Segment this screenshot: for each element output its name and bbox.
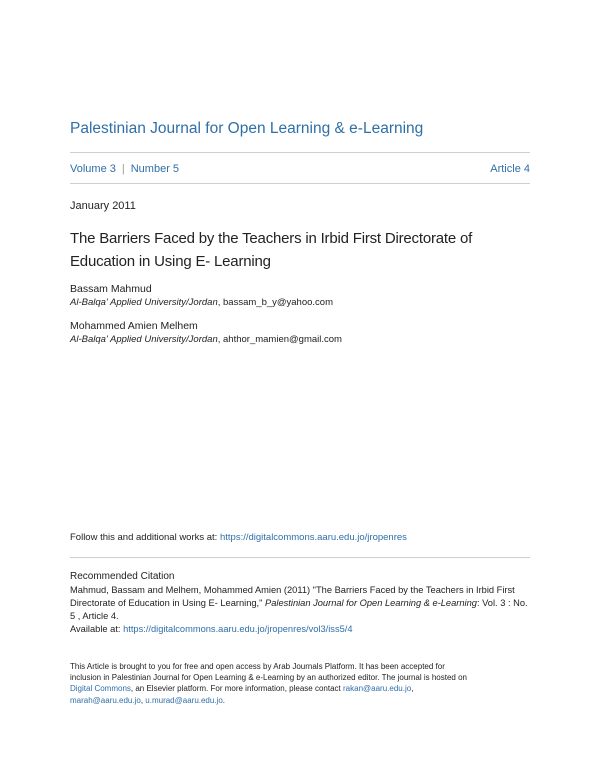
- contact-email-link[interactable]: u.murad@aaru.edu.jo: [145, 695, 223, 705]
- footer-text: This Article is brought to you for free and open access by Arab Journals Platform. It has been accepted for inclusion in Palestinian Journal for Open Learning & e-Learning by an authorized editor. The journal is hosted on: [70, 662, 467, 683]
- digital-commons-link[interactable]: Digital Commons: [70, 684, 131, 694]
- article-link[interactable]: Article 4: [490, 163, 530, 175]
- citation-authors: Mahmud, Bassam and Melhem, Mohammed Amien (2011) "The Barriers Faced by the Teachers in Irbid First Directorate of Education in Using E- Learning,": [70, 585, 515, 608]
- volume-link[interactable]: Volume 3: [70, 163, 116, 175]
- available-label: Available at:: [70, 624, 121, 634]
- issue-divider: [70, 183, 530, 184]
- citation-heading: Recommended Citation: [70, 571, 175, 582]
- author-name: Bassam Mahmud: [70, 283, 152, 295]
- author-affiliation: Al-Balqa' Applied University/Jordan, bassam_b_y@yahoo.com: [70, 297, 333, 308]
- citation-volume: : Vol. 3 : No. 5 , Article 4.: [70, 598, 528, 621]
- follow-text: Follow this and additional works at:: [70, 532, 218, 543]
- issue-info: [70, 163, 530, 175]
- follow-line: [70, 532, 407, 543]
- contact-email-link[interactable]: marah@aaru.edu.jo: [70, 695, 141, 705]
- author-email: bassam_b_y@yahoo.com: [223, 297, 333, 308]
- publication-date: January 2011: [70, 200, 136, 212]
- citation-journal: Palestinian Journal for Open Learning & e-Learning: [265, 598, 477, 608]
- author-institution: Al-Balqa' Applied University/Jordan: [70, 297, 218, 308]
- footer-text-contact: , an Elsevier platform. For more information, please contact: [130, 684, 341, 694]
- journal-title[interactable]: Palestinian Journal for Open Learning & e-Learning: [70, 120, 424, 137]
- author-name: Mohammed Amien Melhem: [70, 320, 198, 332]
- author-institution: Al-Balqa' Applied University/Jordan: [70, 334, 218, 345]
- author-email: ahthor_mamien@gmail.com: [223, 334, 342, 345]
- contact-email-link[interactable]: rakan@aaru.edu.jo: [343, 684, 412, 694]
- header-divider: [70, 152, 530, 153]
- citation-divider: [70, 557, 530, 558]
- follow-link[interactable]: https://digitalcommons.aaru.edu.jo/jropenres: [219, 532, 407, 543]
- issue-separator: |: [121, 163, 125, 175]
- number-link[interactable]: Number 5: [130, 163, 180, 175]
- citation-text: [70, 584, 532, 636]
- footer-notice: This Article is brought to you for free and open access by Arab Journals Platform. It has been accepted for inclusion in Palestinian Journal for Open Learning & e-Learning by an authorized editor. The journal is hosted on Digital Commons, an Elsevier platform. For more information, please contact rakan@aaru.edu.jo, marah@aaru.edu.jo, u.murad@aaru.edu.jo.: [70, 662, 467, 705]
- author-affiliation: Al-Balqa' Applied University/Jordan, ahthor_mamien@gmail.com: [70, 334, 342, 345]
- citation-link[interactable]: https://digitalcommons.aaru.edu.jo/jropenres/vol3/iss5/4: [123, 624, 353, 634]
- paper-title: The Barriers Faced by the Teachers in Irbid First Directorate of Education in Using E- Learning: [70, 230, 473, 270]
